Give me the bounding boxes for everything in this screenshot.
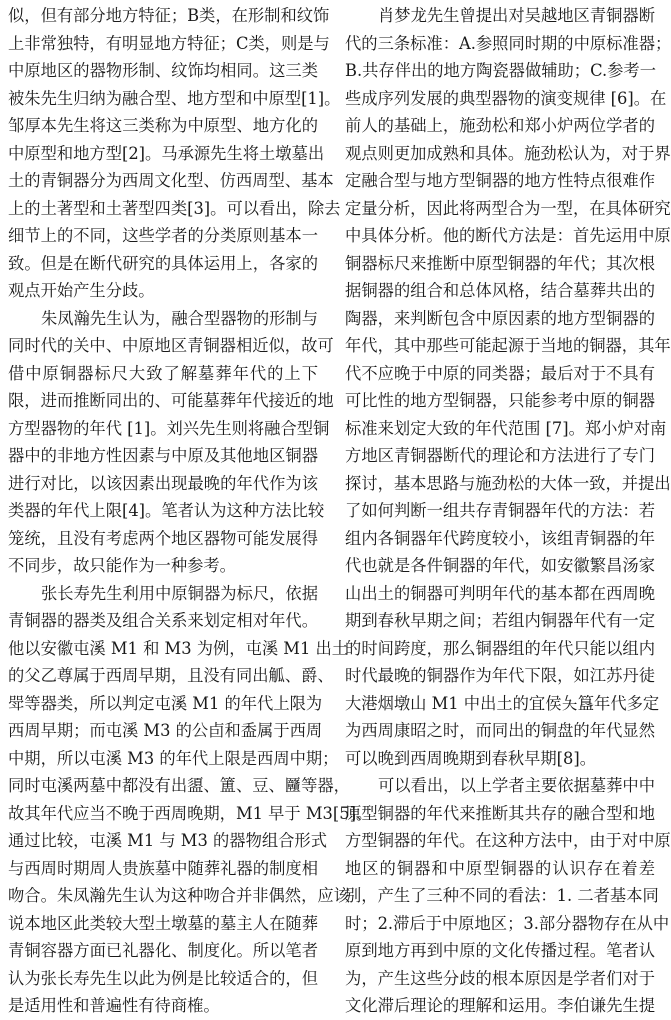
text-line: 中原型和地方型[2]。马承源先生将土墩墓出 bbox=[8, 143, 325, 163]
text-line: 为西周康昭之时，而同出的铜盘的年代显然 bbox=[345, 721, 655, 740]
text-line: 笼统，且没有考虑两个地区器物可能发展得 bbox=[8, 528, 318, 548]
text-line: 似，但有部分地方特征；B类，在形制和纹饰 bbox=[8, 6, 330, 25]
text-line: 时；2.滞后于中原地区；3.部分器物存在从中 bbox=[345, 913, 670, 933]
text-line: 认为张长寿先生以此为例是比较适合的，但 bbox=[8, 968, 318, 988]
text-line: 借中原铜器标尺大致了解墓葬年代的上下 bbox=[8, 363, 318, 383]
text-line: 时代最晚的铜器作为年代下限，如江苏丹徒 bbox=[345, 666, 655, 685]
text-line: 期到春秋早期之间；若组内铜器年代有一定 bbox=[345, 611, 655, 630]
text-line: 斝等器类，所以判定屯溪 M1 的年代上限为 bbox=[8, 693, 323, 713]
text-line: 他以安徽屯溪 M1 和 M3 为例，屯溪 M1 出土 bbox=[8, 638, 349, 658]
text-line: B.共存伴出的地方陶瓷器做辅助；C.参考一 bbox=[345, 61, 656, 80]
text-line: 年代，其中那些可能起源于当地的铜器，其年 bbox=[345, 336, 671, 355]
text-line: 中原地区的器物形制、纹饰均相同。这三类 bbox=[8, 61, 318, 80]
text-line: 定融合型与地方型铜器的地方性特点很难作 bbox=[345, 171, 655, 190]
text-line: 进行对比，以该因素出现最晚的年代作为该 bbox=[8, 473, 318, 493]
text-line: 的时间跨度，那么铜器组的年代只能以组内 bbox=[345, 638, 655, 658]
text-line: 邹厚本先生将这三类称为中原型、地方化的 bbox=[8, 116, 318, 135]
text-line: 文化滞后理论的理解和运用。李伯谦先生提 bbox=[345, 996, 655, 1015]
text-line: 陶器，来判断包含中原因素的地方型铜器的 bbox=[345, 308, 655, 328]
text-line: 吻合。朱凤瀚先生认为这种吻合并非偶然，应该 bbox=[8, 886, 350, 905]
text-line: 观点则更加成熟和具体。施劲松认为，对于界 bbox=[345, 143, 671, 163]
text-line: 可以晚到西周晚期到春秋早期[8]。 bbox=[345, 748, 597, 768]
text-line: 代不应晚于中原的同类器；最后对于不具有 bbox=[345, 363, 655, 383]
text-line: 代的三条标准：A.参照同时期的中原标准器； bbox=[345, 33, 671, 53]
right-text-column bbox=[345, 2, 671, 1020]
text-line: 是适用性和普遍性有待商榷。 bbox=[8, 996, 220, 1015]
text-line: 不同步，故只能作为一种参考。 bbox=[8, 556, 236, 575]
text-line: 器中的非地方性因素与中原及其他地区铜器 bbox=[8, 446, 318, 465]
text-line: 原到地方再到中原的文化传播过程。笔者认 bbox=[345, 941, 655, 960]
text-line: 原型铜器的年代来推断其共存的融合型和地 bbox=[345, 803, 655, 823]
text-line: 西周早期；而屯溪 M3 的公卣和盉属于西周 bbox=[8, 721, 323, 740]
text-line: 的父乙尊属于西周早期，且没有同出觚、爵、 bbox=[8, 666, 334, 685]
text-line: 了如何判断一组共存青铜器年代的方法：若 bbox=[345, 501, 655, 520]
text-line: 据铜器的组合和总体风格，结合墓葬共出的 bbox=[345, 281, 655, 300]
text-line: 些成序列发展的典型器物的演变规律 [6]。在 bbox=[345, 88, 667, 108]
text-line: 方地区青铜器断代的理论和方法进行了专门 bbox=[345, 446, 655, 465]
left-text-column bbox=[8, 2, 373, 1020]
text-line: 致。但是在断代研究的具体运用上，各家的 bbox=[8, 253, 318, 273]
text-line: 细节上的不同，这些学者的分类原则基本一 bbox=[8, 226, 318, 245]
text-line: 青铜容器方面已礼器化、制度化。所以笔者 bbox=[8, 941, 318, 960]
text-line: 上非常独特，有明显地方特征；C类，则是与 bbox=[8, 33, 330, 53]
text-line: 上的土著型和土著型四类[3]。可以看出，除去 bbox=[8, 198, 341, 218]
text-line: 通过比较，屯溪 M1 与 M3 的器物组合形式 bbox=[8, 831, 327, 850]
text-line: 与西周时期周人贵族墓中随葬礼器的制度相 bbox=[8, 858, 318, 878]
text-line: 可比性的地方型铜器，只能参考中原的铜器 bbox=[345, 391, 655, 410]
text-line: 肖梦龙先生曾提出对吴越地区青铜器断 bbox=[378, 6, 655, 25]
text-line: 张长寿先生利用中原铜器为标尺，依据 bbox=[41, 583, 318, 603]
text-line: 地区的铜器和中原型铜器的认识存在着差 bbox=[345, 858, 655, 878]
text-line: 组内各铜器年代跨度较小，该组青铜器的年 bbox=[345, 528, 655, 548]
text-line: 探讨，基本思路与施劲松的大体一致，并提出 bbox=[345, 473, 671, 493]
text-line: 铜器标尺来推断中原型铜器的年代；其次根 bbox=[345, 253, 655, 273]
text-line: 被朱先生归纳为融合型、地方型和中原型[1]。 bbox=[8, 88, 341, 108]
text-line: 前人的基础上，施劲松和郑小炉两位学者的 bbox=[345, 116, 655, 135]
text-line: 定量分析，因此将两型合为一型，在具体研究 bbox=[345, 198, 671, 218]
text-line: 别，产生了三种不同的看法：1. 二者基本同 bbox=[345, 886, 659, 905]
text-line: 中具体分析。他的断代方法是：首先运用中原 bbox=[345, 226, 671, 245]
text-line: 观点开始产生分歧。 bbox=[8, 281, 155, 300]
text-line: 标准来划定大致的年代范围 [7]。郑小炉对南 bbox=[345, 418, 667, 438]
text-line: 土的青铜器分为西周文化型、仿西周型、基本 bbox=[8, 171, 334, 190]
text-line: 故其年代应当不晚于西周晚期，M1 早于 M3[5]。 bbox=[8, 803, 373, 823]
text-line: 同时代的关中、中原地区青铜器相近似，故可 bbox=[8, 336, 334, 355]
text-line: 可以看出，以上学者主要依据墓葬中中 bbox=[378, 776, 655, 795]
text-line: 同时屯溪两墓中都没有出盨、簠、豆、㔶等器， bbox=[8, 776, 350, 795]
text-line: 说本地区此类较大型土墩墓的墓主人在随葬 bbox=[8, 913, 318, 933]
text-line: 类器的年代上限[4]。笔者认为这种方法比较 bbox=[8, 501, 325, 520]
text-line: 代也就是各件铜器的年代，如安徽繁昌汤家 bbox=[345, 556, 655, 575]
text-line: 大港烟墩山 M1 中出土的宜侯夨簋年代多定 bbox=[345, 693, 660, 713]
text-line: 青铜器的器类及组合关系来划定相对年代。 bbox=[8, 611, 318, 630]
text-line: 山出土的铜器可判明年代的基本都在西周晚 bbox=[345, 583, 655, 603]
text-line: 方型铜器的年代。在这种方法中，由于对中原 bbox=[345, 831, 671, 850]
text-line: 朱凤瀚先生认为，融合型器物的形制与 bbox=[41, 308, 318, 328]
text-line: 中期，所以屯溪 M3 的年代上限是西周中期； bbox=[8, 748, 339, 768]
text-line: 为，产生这些分歧的根本原因是学者们对于 bbox=[345, 968, 655, 988]
text-line: 方型器物的年代 [1]。刘兴先生则将融合型铜 bbox=[8, 418, 330, 438]
text-line: 限，进而推断同出的、可能墓葬年代接近的地 bbox=[8, 391, 334, 410]
